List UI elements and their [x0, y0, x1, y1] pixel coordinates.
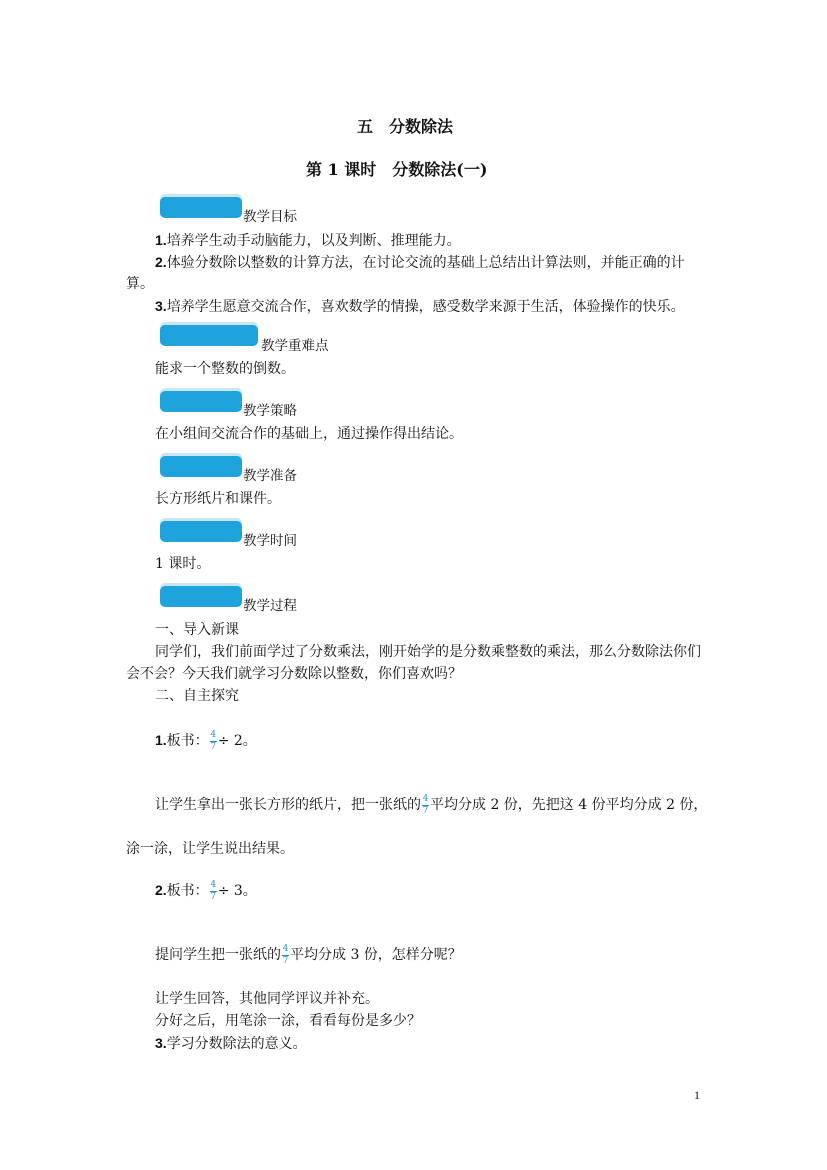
fraction: [282, 945, 289, 966]
answer-line: 让学生回答，其他同学评议并补充。: [155, 991, 379, 1007]
section-badge-keypoints: [160, 325, 258, 346]
process-item-text: 学习分数除法的意义。: [166, 1036, 307, 1052]
question-text: 平均分成 3 份，怎样分呢？: [290, 947, 462, 963]
section-heading-strategy: 教学策略: [243, 403, 297, 419]
process-item-number: 3.: [155, 1035, 167, 1051]
fraction-denominator: 7: [210, 891, 217, 902]
time-text: 1 课时。: [155, 556, 211, 572]
section-heading-time: 教学时间: [243, 533, 297, 549]
fraction-numerator: 4: [210, 879, 217, 890]
section-badge-strategy: [160, 391, 242, 412]
fraction-denominator: 7: [282, 955, 289, 966]
board-item-1: [155, 729, 257, 752]
process-step-2-heading: 二、自主探究: [155, 688, 239, 704]
lesson-subtitle: 第 1 课时 分数除法(一): [306, 160, 488, 179]
section-heading-goals: 教学目标: [243, 209, 297, 225]
activity-text: 平均分成 2 份，先把这 4 份平均分成 2 份，: [430, 797, 708, 813]
strategy-text: 在小组间交流合作的基础上，通过操作得出结论。: [155, 426, 463, 442]
goal-text: 体验分数除以整数的计算方法，在讨论交流的基础上总结出计算法则，并能正确的计: [166, 255, 685, 271]
fraction-numerator: 4: [422, 793, 429, 804]
section-badge-process: [160, 586, 242, 607]
prep-text: 长方形纸片和课件。: [155, 491, 281, 507]
question-text: 提问学生把一张纸的: [155, 947, 281, 963]
process-step-1-heading: 一、导入新课: [155, 622, 239, 638]
section-heading-prep: 教学准备: [243, 468, 297, 484]
question-line: [155, 944, 462, 966]
goal-number: 2.: [155, 254, 167, 270]
board-expression: ÷ 2。: [217, 733, 257, 749]
process-paragraph-1-continued: 会不会？今天我们就学习分数除以整数，你们喜欢吗？: [126, 666, 462, 682]
after-line: 分好之后，用笔涂一涂，看看每份是多少？: [155, 1013, 421, 1029]
activity-text: 让学生拿出一张长方形的纸片，把一张纸的: [155, 797, 421, 813]
activity-line-1-continued: 涂一涂，让学生说出结果。: [126, 841, 294, 857]
board-label: 板书：: [166, 883, 209, 899]
keypoints-text: 能求一个整数的倒数。: [155, 361, 295, 377]
process-item-3: [155, 1032, 307, 1055]
fraction: [210, 731, 217, 752]
activity-line-1: [155, 794, 707, 816]
process-paragraph-1: 同学们，我们前面学过了分数乘法，刚开始学的是分数乘整数的乘法，那么分数除法你们: [155, 644, 701, 660]
board-number: 2.: [155, 882, 167, 898]
goal-text: 培养学生动手动脑能力，以及判断、推理能力。: [166, 233, 461, 249]
page-number: 1: [694, 1088, 700, 1102]
section-heading-keypoints: 教学重难点: [261, 338, 329, 354]
fraction: [210, 881, 217, 902]
fraction-numerator: 4: [282, 943, 289, 954]
board-expression: ÷ 3。: [217, 883, 257, 899]
goal-number: 1.: [155, 232, 167, 248]
goal-item-2: [155, 251, 685, 274]
goal-number: 3.: [155, 298, 167, 314]
section-badge-prep: [160, 456, 242, 477]
fraction-denominator: 7: [422, 805, 429, 816]
goal-item-2-continued: 算。: [126, 276, 154, 292]
goal-item-1: [155, 229, 461, 252]
goal-item-3: [155, 295, 685, 318]
board-label: 板书：: [166, 733, 209, 749]
section-heading-process: 教学过程: [243, 598, 297, 614]
fraction: [422, 795, 429, 816]
section-badge-goals: [160, 197, 242, 218]
board-item-2: [155, 879, 257, 902]
fraction-denominator: 7: [210, 741, 217, 752]
page-title: 五 分数除法: [357, 117, 454, 136]
board-number: 1.: [155, 732, 167, 748]
fraction-numerator: 4: [210, 729, 217, 740]
goal-text: 培养学生愿意交流合作，喜欢数学的情操，感受数学来源于生活，体验操作的快乐。: [166, 299, 685, 315]
section-badge-time: [160, 521, 242, 542]
